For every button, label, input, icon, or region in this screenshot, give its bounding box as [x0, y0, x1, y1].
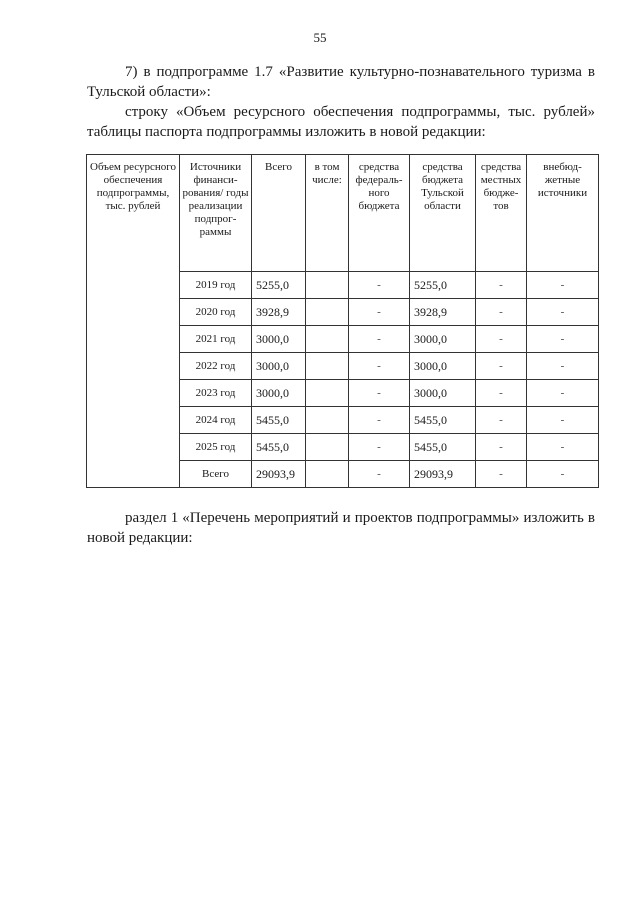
cell-incl [306, 326, 349, 353]
cell-offbudget: - [527, 380, 599, 407]
cell-federal: - [349, 380, 410, 407]
cell-offbudget: - [527, 326, 599, 353]
cell-local: - [476, 299, 527, 326]
cell-regional: 3000,0 [410, 353, 476, 380]
amendment-item: 7) в подпрограмме 1.7 «Развитие культурно-познавательного туризма в Тульской области»: [87, 64, 595, 100]
cell-total: 3928,9 [252, 299, 306, 326]
cell-offbudget: - [527, 272, 599, 299]
cell-regional: 3000,0 [410, 326, 476, 353]
cell-total: 5455,0 [252, 407, 306, 434]
cell-regional: 3000,0 [410, 380, 476, 407]
cell-offbudget: - [527, 353, 599, 380]
cell-total: 3000,0 [252, 326, 306, 353]
cell-year: 2023 год [180, 380, 252, 407]
cell-regional: 3928,9 [410, 299, 476, 326]
cell-year: 2021 год [180, 326, 252, 353]
header-source: Источники финанси-рования/ годы реализации подпрог-раммы [180, 155, 252, 272]
cell-local: - [476, 380, 527, 407]
header-offbudget: внебюд-жетные источники [527, 155, 599, 272]
passport-table [86, 154, 599, 488]
cell-year: 2022 год [180, 353, 252, 380]
cell-total: 5255,0 [252, 272, 306, 299]
header-regional: средства бюджета Тульской области [410, 155, 476, 272]
cell-local: - [476, 326, 527, 353]
cell-incl [306, 434, 349, 461]
cell-offbudget: - [527, 407, 599, 434]
cell-incl [306, 380, 349, 407]
cell-year: 2020 год [180, 299, 252, 326]
amendment-instruction: строку «Объем ресурсного обеспечения подпрограммы, тыс. рублей» таблицы паспорта подпрограммы изложить в новой редакции: [87, 104, 595, 140]
cell-local: - [476, 353, 527, 380]
cell-year: Всего [180, 461, 252, 488]
header-including: в том числе: [306, 155, 349, 272]
cell-incl [306, 272, 349, 299]
header-local: средства местных бюдже-тов [476, 155, 527, 272]
header-total: Всего [252, 155, 306, 272]
cell-offbudget: - [527, 461, 599, 488]
cell-local: - [476, 461, 527, 488]
cell-offbudget: - [527, 299, 599, 326]
cell-federal: - [349, 461, 410, 488]
header-federal: средства федераль-ного бюджета [349, 155, 410, 272]
cell-incl [306, 407, 349, 434]
cell-regional: 29093,9 [410, 461, 476, 488]
page-number: 55 [313, 30, 327, 45]
cell-local: - [476, 272, 527, 299]
cell-incl [306, 353, 349, 380]
cell-year: 2025 год [180, 434, 252, 461]
header-volume: Объем ресурсного обеспечения подпрограммы, тыс. рублей [87, 155, 180, 488]
cell-total: 29093,9 [252, 461, 306, 488]
cell-total: 3000,0 [252, 353, 306, 380]
cell-federal: - [349, 434, 410, 461]
cell-regional: 5455,0 [410, 434, 476, 461]
table-header-row [87, 155, 599, 272]
cell-regional: 5255,0 [410, 272, 476, 299]
cell-federal: - [349, 299, 410, 326]
cell-federal: - [349, 272, 410, 299]
cell-local: - [476, 407, 527, 434]
cell-regional: 5455,0 [410, 407, 476, 434]
cell-year: 2019 год [180, 272, 252, 299]
cell-local: - [476, 434, 527, 461]
cell-total: 3000,0 [252, 380, 306, 407]
cell-year: 2024 год [180, 407, 252, 434]
cell-offbudget: - [527, 434, 599, 461]
cell-incl [306, 299, 349, 326]
cell-total: 5455,0 [252, 434, 306, 461]
cell-federal: - [349, 353, 410, 380]
cell-incl [306, 461, 349, 488]
section-instruction: раздел 1 «Перечень мероприятий и проектов подпрограммы» изложить в новой редакции: [87, 510, 595, 546]
cell-federal: - [349, 407, 410, 434]
cell-federal: - [349, 326, 410, 353]
